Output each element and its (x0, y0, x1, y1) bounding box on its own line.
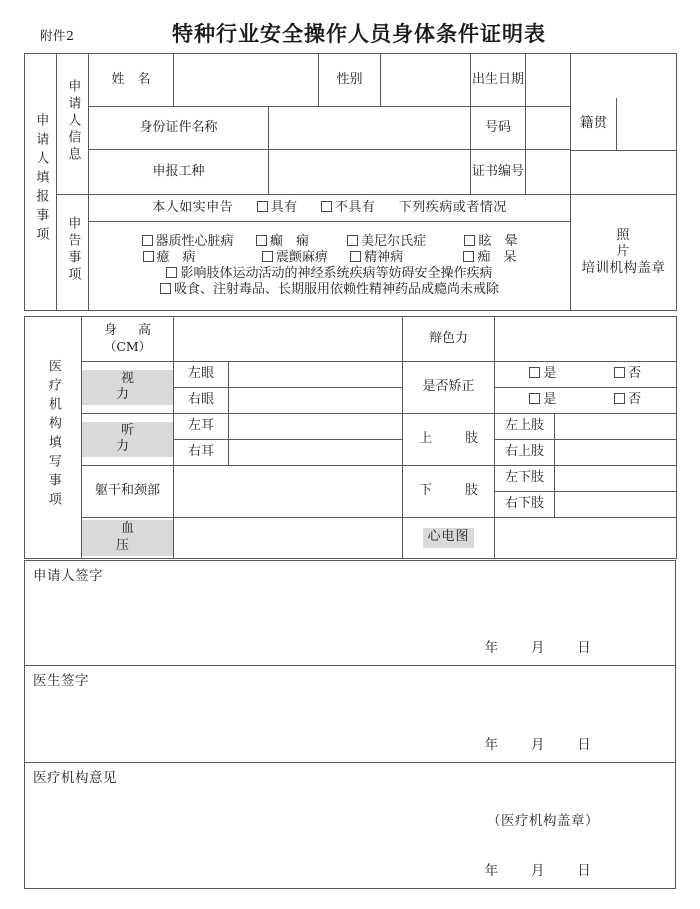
training-institution-stamp-label: 培训机构盖章 (581, 260, 666, 277)
applicant-signature-date[interactable] (470, 640, 605, 657)
input-ecg[interactable] (495, 518, 677, 559)
corrected-left-yesno (495, 362, 677, 388)
institution-opinion-cell[interactable] (25, 763, 676, 889)
photo-line-1: 照 (616, 227, 631, 243)
doctor-signature-area[interactable] (25, 666, 675, 762)
checkbox-has[interactable] (257, 200, 298, 216)
label-left-upper-limb: 左上肢 (495, 414, 555, 440)
disease-row-1 (89, 234, 570, 250)
label-height-unit: （CM） (103, 339, 152, 355)
attachment-number: 附件2 (40, 28, 75, 43)
table-row (25, 763, 676, 889)
checkbox-disease-drug-addiction[interactable]: 吸食、注射毒品、长期服用依赖性精神药品成瘾尚未戒除 (160, 282, 499, 298)
label-lower-limbs-text: 下 肢 (418, 483, 488, 499)
applicant-info-label (57, 54, 89, 195)
medical-side-label-text: 医疗机构填写事项 (45, 358, 61, 511)
label-ecg (403, 518, 495, 559)
label-gender: 性别 (319, 54, 381, 107)
input-right-upper-limb[interactable] (555, 440, 677, 466)
institution-signature-date[interactable] (470, 863, 605, 880)
label-lower-limbs (403, 466, 495, 518)
label-right-lower-limb: 右下肢 (495, 492, 555, 518)
checkbox-disease-organic-heart[interactable]: 器质性心脏病 (142, 234, 234, 250)
applicant-section-table (24, 53, 677, 311)
checkbox-not-has-box[interactable] (321, 201, 332, 212)
label-applied-work-type: 申报工种 (89, 150, 269, 195)
label-birth-date: 出生日期 (471, 54, 526, 107)
input-name[interactable] (174, 54, 319, 107)
label-upper-limbs (403, 414, 495, 466)
label-native-place: 籍贯 (571, 98, 617, 151)
checkbox-disease-psychosis[interactable]: 精神病 (350, 250, 403, 266)
doctor-date-year: 年 (484, 737, 499, 754)
input-gender[interactable] (381, 54, 471, 107)
applicant-date-year: 年 (484, 640, 499, 657)
label-name: 姓 名 (89, 54, 174, 107)
label-left-ear: 左耳 (174, 414, 229, 440)
institution-date-month: 月 (530, 863, 545, 880)
table-row (25, 518, 677, 559)
input-trunk-neck[interactable] (174, 466, 403, 518)
table-row (25, 54, 677, 107)
table-row (25, 107, 677, 150)
photo-line-2: 片 (616, 244, 631, 260)
table-row (25, 150, 677, 195)
checkbox-disease-neuro-motor[interactable]: 影响肢体运动活动的神经系统疾病等妨碍安全操作疾病 (166, 266, 492, 282)
input-height[interactable] (174, 317, 403, 362)
applicant-signature-area[interactable] (25, 561, 675, 665)
page-title: 特种行业安全操作人员身体条件证明表 (172, 21, 546, 46)
label-vision (82, 362, 174, 414)
disease-checklist (89, 222, 571, 311)
checkbox-disease-vertigo[interactable]: 眩 晕 (464, 234, 517, 250)
label-hearing (82, 414, 174, 466)
label-height-text: 身 高 (103, 323, 155, 339)
input-right-lower-limb[interactable] (555, 492, 677, 518)
doctor-signature-date[interactable] (470, 737, 605, 754)
table-row (25, 466, 677, 492)
doctor-signature-cell[interactable] (25, 666, 676, 763)
label-id-doc-name: 身份证件名称 (89, 107, 269, 150)
label-right-eye: 右眼 (174, 388, 229, 414)
input-left-lower-limb[interactable] (555, 466, 677, 492)
checkbox-corrected-right-no[interactable]: 否 (614, 392, 642, 408)
input-left-upper-limb[interactable] (555, 414, 677, 440)
disease-row-4 (89, 282, 570, 298)
applicant-date-month: 月 (530, 640, 545, 657)
label-vision-text: 视 力 (82, 370, 173, 406)
corrected-right-yesno (495, 388, 677, 414)
checkbox-disease-parkinsons[interactable]: 震颤麻痹 (262, 250, 328, 266)
label-height (82, 317, 174, 362)
institution-stamp-label: （医疗机构盖章） (487, 813, 599, 830)
label-certificate-no: 证书编号 (471, 150, 526, 195)
medical-section-table (24, 316, 677, 559)
input-left-eye[interactable] (229, 362, 403, 388)
table-row (25, 195, 677, 222)
institution-opinion-area[interactable] (25, 763, 675, 888)
input-color-discrimination[interactable] (495, 317, 677, 362)
table-row (25, 561, 676, 666)
checkbox-has-box[interactable] (257, 201, 268, 212)
label-blood-pressure (82, 518, 174, 559)
checkbox-not-has[interactable] (321, 200, 376, 216)
input-right-eye[interactable] (229, 388, 403, 414)
input-blood-pressure[interactable] (174, 518, 403, 559)
declaration-lead-text: 本人如实申告 (152, 199, 234, 215)
label-blood-pressure-text: 血 压 (82, 520, 173, 556)
input-id-doc-name[interactable] (269, 107, 471, 150)
medical-side-label (25, 317, 82, 559)
applicant-signature-label: 申请人签字 (33, 568, 103, 584)
checkbox-corrected-left-no[interactable]: 否 (614, 366, 642, 382)
checkbox-not-has-label: 不具有 (334, 199, 376, 215)
checkbox-corrected-left-yes[interactable]: 是 (529, 366, 557, 382)
applicant-side-label (25, 54, 57, 311)
label-right-upper-limb: 右上肢 (495, 440, 555, 466)
applicant-signature-cell[interactable] (25, 561, 676, 666)
input-certificate-no[interactable] (526, 150, 677, 195)
label-left-lower-limb: 左下肢 (495, 466, 555, 492)
doctor-date-day: 日 (577, 737, 591, 754)
label-trunk-neck: 躯干和颈部 (82, 466, 174, 518)
table-row (25, 414, 677, 440)
label-is-corrected: 是否矫正 (403, 362, 495, 414)
applicant-info-label-text: 申请人信息 (65, 78, 81, 164)
declare-side-label (57, 195, 89, 311)
signature-section-table (24, 560, 676, 889)
declaration-header (89, 195, 571, 222)
label-left-eye: 左眼 (174, 362, 229, 388)
disease-row-3 (89, 266, 570, 282)
input-left-ear[interactable] (229, 414, 403, 440)
input-applied-work-type[interactable] (269, 150, 471, 195)
label-right-ear: 右耳 (174, 440, 229, 466)
checkbox-has-label: 具有 (270, 199, 298, 215)
institution-opinion-label: 医疗机构意见 (33, 770, 117, 786)
checkbox-disease-dementia[interactable]: 痴 呆 (463, 250, 516, 266)
input-birth-date[interactable] (526, 54, 571, 107)
doctor-signature-label: 医生签字 (33, 673, 89, 689)
label-color-discrimination: 辩色力 (403, 317, 495, 362)
label-hearing-text: 听 力 (82, 422, 173, 458)
declare-side-label-text: 申告事项 (65, 215, 81, 284)
disease-row-2 (89, 250, 570, 266)
applicant-date-day: 日 (577, 640, 591, 657)
label-ecg-text: 心电图 (423, 528, 473, 547)
institution-date-year: 年 (484, 863, 499, 880)
photo-and-stamp-cell (571, 195, 677, 311)
institution-date-day: 日 (577, 863, 591, 880)
checkbox-corrected-right-yes[interactable]: 是 (529, 392, 557, 408)
table-row (25, 317, 677, 362)
title-row (0, 10, 700, 48)
photo-stack (571, 220, 676, 285)
checkbox-disease-epilepsy[interactable]: 癫 痫 (256, 234, 309, 250)
doctor-date-month: 月 (530, 737, 545, 754)
applicant-side-label-text: 申请人填报事项 (33, 112, 49, 246)
checkbox-disease-hysteria[interactable]: 癔 病 (143, 250, 196, 266)
label-id-number: 号码 (471, 107, 526, 150)
label-upper-limbs-text: 上 肢 (418, 431, 488, 447)
table-row (25, 362, 677, 388)
declaration-trail-text: 下列疾病或者情况 (398, 199, 507, 215)
table-row (25, 666, 676, 763)
checkbox-disease-meniere[interactable]: 美尼尔氏症 (347, 234, 426, 250)
input-right-ear[interactable] (229, 440, 403, 466)
